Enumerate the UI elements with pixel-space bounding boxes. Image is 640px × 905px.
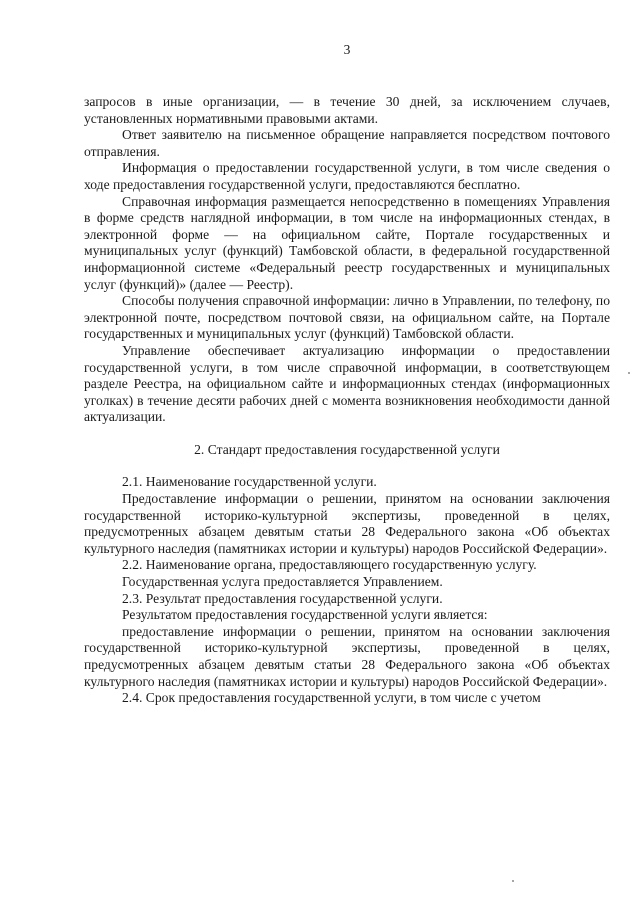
paragraph: предоставление информации о решении, принятом на основании заключения государственной историко-культурной экспертизы, проведенной в целях, предусмотренных абзацем девятым статьи 28 Федерального закона «Об объектах культурного наследия (памятниках истории и культуры) народов Российской Федерации».	[84, 623, 610, 689]
paragraph: 2.2. Наименование органа, предоставляющего государственную услугу.	[122, 557, 537, 573]
paragraph: запросов в иные организации, — в течение 30 дней, за исключением случаев, установленных нормативными правовыми актами.	[84, 94, 610, 126]
paragraph: 2.4. Срок предоставления государственной услуги, в том числе с учетом	[122, 690, 541, 706]
document-body	[84, 94, 610, 707]
paragraph: 2.3. Результат предоставления государственной услуги.	[122, 590, 443, 606]
paragraph: Результатом предоставления государственной услуги является:	[122, 607, 488, 623]
paragraph: Ответ заявителю на письменное обращение направляется посредством почтового отправления.	[84, 127, 610, 159]
scan-speck	[512, 880, 514, 882]
paragraph: Управление обеспечивает актуализацию информации о предоставлении государственной услуги, в том числе справочной информации, в соответствующем разделе Реестра, на официальном сайте и информационных стендах (информационных уголках) в течение десяти рабочих дней с момента возникновения необходимости данной актуализации.	[84, 342, 610, 425]
paragraph: Справочная информация размещается непосредственно в помещениях Управления в форме средств наглядной информации, в том числе на информационных стендах, в электронной форме — на официальном сайте, Портале государственных и муниципальных услуг (функций) Тамбовской области, в федеральной государственной информационной системе «Федеральный реестр государственных и муниципальных услуг (функций)» (далее — Реестр).	[84, 193, 610, 292]
scan-speck	[628, 372, 630, 374]
paragraph: Способы получения справочной информации: лично в Управлении, по телефону, по электронной почте, посредством почтовой связи, на официальном сайте, на Портале государственных и муниципальных услуг (функций) Тамбовской области.	[84, 293, 610, 342]
page-number: 3	[343, 42, 351, 57]
paragraph: Государственная услуга предоставляется Управлением.	[122, 574, 443, 590]
paragraph: Предоставление информации о решении, принятом на основании заключения государственной историко-культурной экспертизы, проведенной в целях, предусмотренных абзацем девятым статьи 28 Федерального закона «Об объектах культурного наследия (памятниках истории и культуры) народов Российской Федерации».	[84, 491, 610, 556]
paragraph: 2.1. Наименование государственной услуги.	[122, 474, 377, 490]
section-heading: 2. Стандарт предоставления государственной услуги	[194, 441, 500, 457]
paragraph: Информация о предоставлении государственной услуги, в том числе сведения о ходе предоставления государственной услуги, предоставляются бесплатно.	[84, 160, 610, 192]
